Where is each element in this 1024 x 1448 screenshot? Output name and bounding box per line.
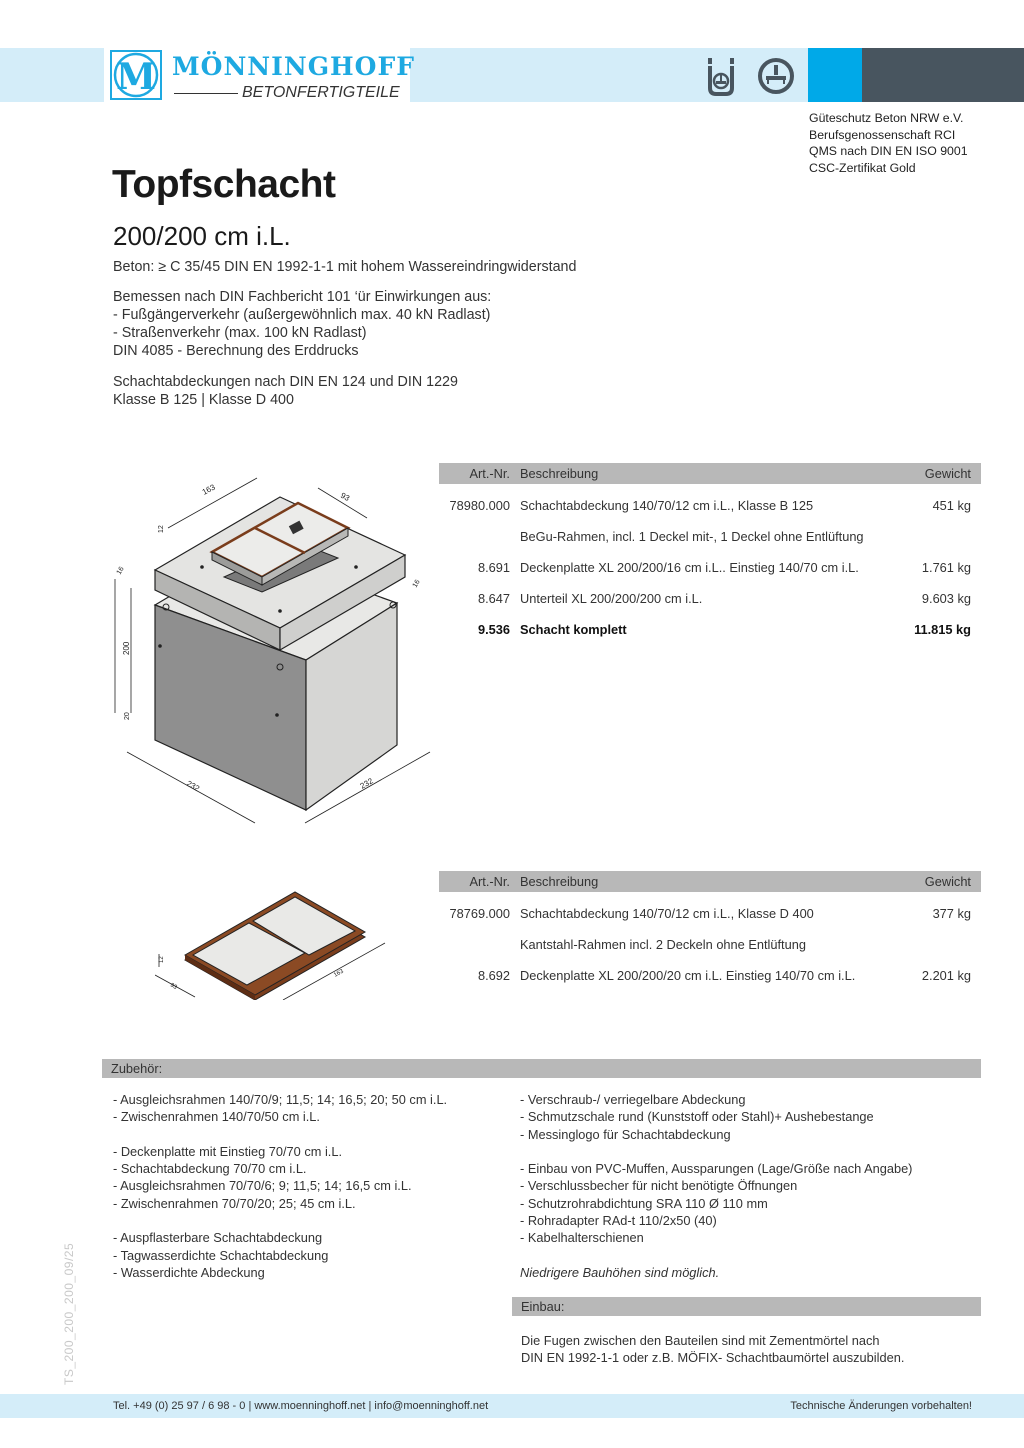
- description: BeGu-Rahmen, incl. 1 Deckel mit-, 1 Deckel ohne Entlüftung: [520, 529, 864, 544]
- dim-label: 232: [185, 778, 202, 794]
- design-line: Bemessen nach DIN Fachbericht 101 ‘ür Einwirkungen aus:: [113, 289, 492, 305]
- art-nr: 78980.000: [449, 498, 510, 513]
- cert-line: QMS nach DIN EN ISO 9001: [809, 144, 968, 158]
- list-item: - Messinglogo für Schachtabdeckung: [520, 1126, 731, 1142]
- dim-label: 163: [333, 968, 345, 979]
- product-table-b125: [439, 463, 981, 653]
- table-header: [439, 871, 981, 892]
- page-subtitle: 200/200 cm i.L.: [113, 221, 291, 251]
- col-description: Beschreibung: [520, 874, 599, 889]
- description: Schachtabdeckung 140/70/12 cm i.L., Klasse B 125: [520, 498, 814, 513]
- dim-label: 16: [411, 578, 422, 589]
- standard-line: Schachtabdeckungen nach DIN EN 124 und DIN 1229: [113, 374, 458, 390]
- beton-spec: Beton: ≥ C 35/45 DIN EN 1992-1-1 mit hohem Wassereindringwiderstand: [113, 259, 577, 275]
- header-dark-block: [862, 48, 1024, 102]
- col-weight: Gewicht: [924, 466, 971, 481]
- design-basis: [113, 288, 491, 360]
- document-code: TS_200_200_200_09/25: [62, 1242, 76, 1385]
- cert-line: Güteschutz Beton NRW e.V.: [809, 111, 964, 125]
- weight: 451 kg: [932, 498, 971, 513]
- table-row: [439, 968, 981, 999]
- shaft-gauge-icon: [705, 56, 737, 103]
- logo-divider: [174, 93, 238, 94]
- col-description: Beschreibung: [520, 466, 599, 481]
- dim-label: 200: [122, 641, 131, 655]
- description: Kantstahl-Rahmen incl. 2 Deckeln ohne Entlüftung: [520, 937, 806, 952]
- description: Deckenplatte XL 200/200/16 cm i.L.. Einstieg 140/70 cm i.L.: [520, 560, 859, 575]
- list-item: - Auspflasterbare Schachtabdeckung: [113, 1230, 323, 1246]
- weight: 1.761 kg: [921, 560, 971, 575]
- list-item: - Schachtabdeckung 70/70 cm i.L.: [113, 1161, 307, 1177]
- col-art-nr: Art.-Nr.: [469, 466, 510, 481]
- list-item: - Rohradapter RAd-t 110/2x50 (40): [520, 1213, 717, 1229]
- accessories-note: Niedrigere Bauhöhen sind möglich.: [520, 1264, 720, 1280]
- list-item: - Verschlussbecher für nicht benötigte Öffnungen: [520, 1178, 798, 1194]
- table-row: [439, 906, 981, 937]
- installation-line: DIN EN 1992-1-1 oder z.B. MÖFIX- Schachtbaumörtel auszubilden.: [521, 1350, 905, 1366]
- dim-label: 232: [358, 776, 375, 791]
- list-item: - Schutzrohrabdichtung SRA 110 Ø 110 mm: [520, 1195, 768, 1211]
- table-row: [439, 498, 981, 529]
- table-row: [439, 937, 981, 968]
- description: Unterteil XL 200/200/200 cm i.L.: [520, 591, 703, 606]
- cert-line: CSC-Zertifikat Gold: [809, 160, 916, 175]
- list-item: - Kabelhalterschienen: [520, 1230, 644, 1246]
- col-art-nr: Art.-Nr.: [469, 874, 510, 889]
- list-item: - Ausgleichsrahmen 70/70/6; 9; 11,5; 14; 16,5 cm i.L.: [113, 1178, 412, 1194]
- weight: 9.603 kg: [921, 591, 971, 606]
- certifications: [809, 110, 968, 176]
- footer-contact: Tel. +49 (0) 25 97 / 6 98 - 0 | www.moenninghoff.net | info@moenninghoff.net: [113, 1400, 489, 1412]
- installation-heading: Einbau:: [512, 1297, 981, 1316]
- load-test-icon: [756, 56, 796, 101]
- list-item: - Wasserdichte Abdeckung: [113, 1264, 265, 1280]
- art-nr: 8.647: [477, 591, 510, 606]
- list-item: - Schmutzschale rund (Kunststoff oder Stahl)+ Aushebestange: [520, 1109, 874, 1125]
- table-row: [439, 560, 981, 591]
- list-item: - Tagwasserdichte Schachtabdeckung: [113, 1247, 329, 1263]
- dim-label: 20: [124, 712, 131, 720]
- accessories-heading: Zubehör:: [102, 1059, 981, 1078]
- table-row-total: [439, 622, 981, 653]
- art-nr: 8.691: [477, 560, 510, 575]
- brand-name: MÖNNINGHOFF: [172, 52, 415, 81]
- page-title: Topfschacht: [112, 163, 336, 206]
- product-table-d400: [439, 871, 981, 999]
- footer-disclaimer: Technische Änderungen vorbehalten!: [790, 1400, 972, 1412]
- design-line: - Straßenverkehr (max. 100 kN Radlast): [113, 325, 367, 341]
- cert-line: Berufsgenossenschaft RCI: [809, 127, 956, 142]
- dim-label: 16: [115, 565, 126, 576]
- accessories-left: [113, 1091, 447, 1281]
- art-nr: 8.692: [477, 968, 510, 983]
- col-weight: Gewicht: [924, 874, 971, 889]
- dim-label: 12: [158, 525, 165, 533]
- table-row: [439, 591, 981, 622]
- cover-drawing: [155, 885, 395, 1000]
- list-item: - Zwischenrahmen 140/70/50 cm i.L.: [113, 1109, 320, 1125]
- dim-label: 12: [159, 956, 165, 963]
- list-item: - Ausgleichsrahmen 140/70/9; 11,5; 14; 16,5; 20; 50 cm i.L.: [113, 1092, 448, 1107]
- brand-subtitle: BETONFERTIGTEILE: [242, 84, 400, 101]
- installation-line: Die Fugen zwischen den Bauteilen sind mit Zementmörtel nach: [521, 1333, 880, 1348]
- shaft-drawing: [100, 455, 435, 830]
- dim-label: 93: [339, 490, 352, 503]
- list-item: - Zwischenrahmen 70/70/20; 25; 45 cm i.L.: [113, 1195, 356, 1211]
- weight: 11.815 kg: [914, 622, 971, 637]
- description: Schacht komplett: [520, 622, 627, 637]
- list-item: - Deckenplatte mit Einstieg 70/70 cm i.L.: [113, 1143, 343, 1159]
- design-line: - Fußgängerverkehr (außergewöhnlich max. 40 kN Radlast): [113, 307, 491, 323]
- weight: 2.201 kg: [921, 968, 971, 983]
- dim-label: 93: [169, 982, 178, 991]
- header-accent-block: [808, 48, 862, 102]
- art-nr: 9.536: [477, 622, 510, 637]
- logo-mark: [110, 50, 162, 100]
- table-row: [439, 529, 981, 560]
- dim-label: 163: [200, 482, 217, 497]
- standard-line: Klasse B 125 | Klasse D 400: [113, 392, 294, 408]
- list-item: - Verschraub-/ verriegelbare Abdeckung: [520, 1092, 746, 1107]
- design-line: DIN 4085 - Berechnung des Erddrucks: [113, 343, 359, 359]
- weight: 377 kg: [932, 906, 971, 921]
- description: Schachtabdeckung 140/70/12 cm i.L., Klasse D 400: [520, 906, 814, 921]
- logo-letter: M: [116, 56, 156, 98]
- installation-text: [521, 1332, 904, 1367]
- description: Deckenplatte XL 200/200/20 cm i.L. Einstieg 140/70 cm i.L.: [520, 968, 856, 983]
- list-item: - Einbau von PVC-Muffen, Aussparungen (Lage/Größe nach Angabe): [520, 1161, 913, 1177]
- table-header: [439, 463, 981, 484]
- art-nr: 78769.000: [449, 906, 510, 921]
- accessories-right: [520, 1091, 912, 1281]
- cover-standards: [113, 373, 458, 409]
